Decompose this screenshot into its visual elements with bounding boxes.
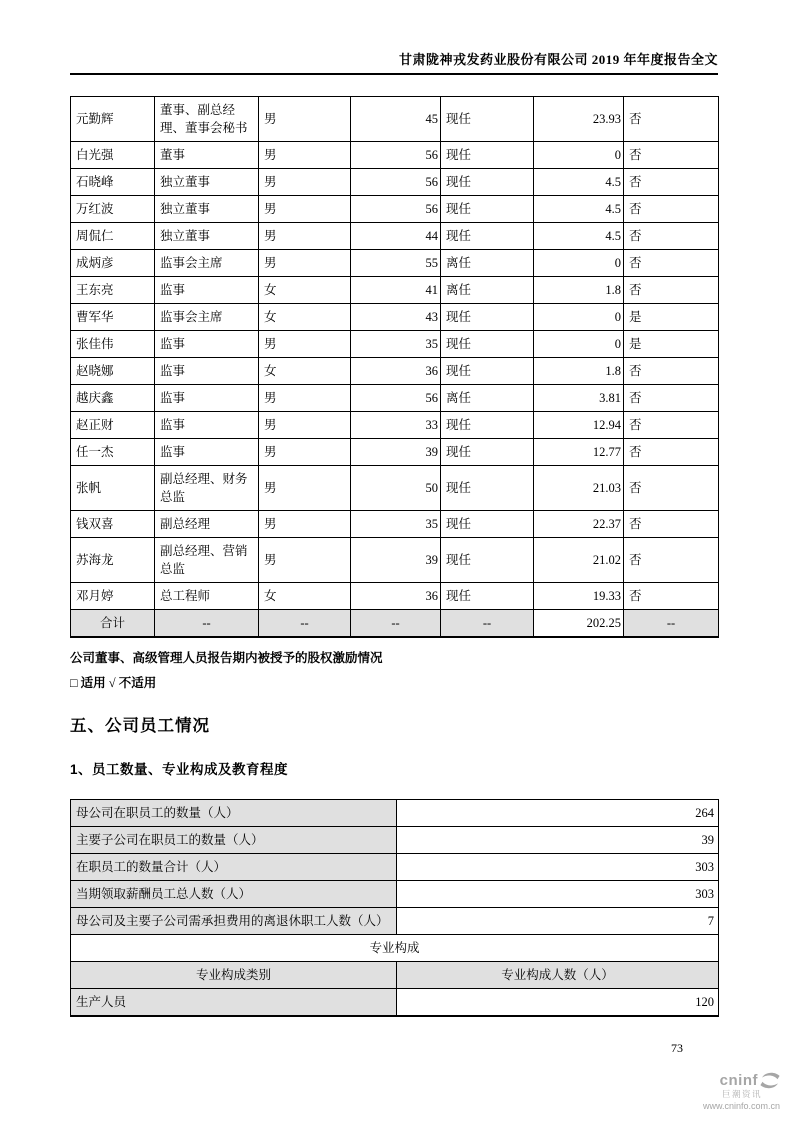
cell-gender: 男 <box>259 142 351 169</box>
row-label: 生产人员 <box>71 989 397 1017</box>
table-row <box>71 169 719 196</box>
cell-age: 45 <box>351 97 441 142</box>
cell-gender: 女 <box>259 358 351 385</box>
employee-count-table <box>70 799 719 1017</box>
cell-remuneration: 3.81 <box>534 385 624 412</box>
cell-position: 监事 <box>155 412 259 439</box>
cell-status: 现任 <box>441 439 534 466</box>
cninfo-swirl-icon <box>760 1072 780 1089</box>
row-value: 303 <box>397 854 719 881</box>
cell-remuneration: 21.02 <box>534 538 624 583</box>
cninfo-url: www.cninfo.com.cn <box>702 1101 780 1111</box>
cell-status: 离任 <box>441 250 534 277</box>
cell-name: 赵正财 <box>71 412 155 439</box>
total-age: -- <box>351 610 441 638</box>
section-heading: 五、公司员工情况 <box>70 717 210 735</box>
cell-incentive-flag: 否 <box>624 439 719 466</box>
cell-name: 石晓峰 <box>71 169 155 196</box>
cell-remuneration: 0 <box>534 250 624 277</box>
cell-age: 56 <box>351 385 441 412</box>
row-value: 264 <box>397 800 719 827</box>
cell-position: 监事 <box>155 439 259 466</box>
table-row <box>71 331 719 358</box>
cell-incentive-flag: 否 <box>624 97 719 142</box>
total-row <box>71 610 719 638</box>
cell-incentive-flag: 否 <box>624 511 719 538</box>
cell-gender: 男 <box>259 511 351 538</box>
cell-incentive-flag: 否 <box>624 412 719 439</box>
table-row <box>71 854 719 881</box>
cell-remuneration: 0 <box>534 331 624 358</box>
cell-gender: 男 <box>259 439 351 466</box>
composition-header-row <box>71 962 719 989</box>
cell-incentive-flag: 否 <box>624 250 719 277</box>
cell-age: 35 <box>351 511 441 538</box>
total-position: -- <box>155 610 259 638</box>
cell-name: 钱双喜 <box>71 511 155 538</box>
cell-name: 任一杰 <box>71 439 155 466</box>
cell-incentive-flag: 否 <box>624 385 719 412</box>
cell-gender: 女 <box>259 583 351 610</box>
cell-incentive-flag: 是 <box>624 304 719 331</box>
cell-incentive-flag: 否 <box>624 196 719 223</box>
cell-position: 监事会主席 <box>155 250 259 277</box>
row-label: 在职员工的数量合计（人） <box>71 854 397 881</box>
cell-remuneration: 0 <box>534 142 624 169</box>
cell-remuneration: 21.03 <box>534 466 624 511</box>
composition-column-category: 专业构成类别 <box>71 962 397 989</box>
cell-gender: 男 <box>259 412 351 439</box>
cell-incentive-flag: 否 <box>624 466 719 511</box>
table-row <box>71 800 719 827</box>
cell-remuneration: 1.8 <box>534 277 624 304</box>
cell-age: 36 <box>351 583 441 610</box>
table-row <box>71 989 719 1017</box>
cell-position: 监事 <box>155 358 259 385</box>
cell-name: 白光强 <box>71 142 155 169</box>
cell-name: 张帆 <box>71 466 155 511</box>
cell-name: 张佳伟 <box>71 331 155 358</box>
cell-name: 万红波 <box>71 196 155 223</box>
cell-remuneration: 1.8 <box>534 358 624 385</box>
cell-gender: 男 <box>259 196 351 223</box>
table-row <box>71 358 719 385</box>
cninfo-logo <box>670 1072 780 1111</box>
cell-name: 越庆鑫 <box>71 385 155 412</box>
equity-incentive-note: 公司董事、高级管理人员报告期内被授予的股权激励情况 <box>70 651 383 665</box>
cell-gender: 男 <box>259 466 351 511</box>
total-status: -- <box>441 610 534 638</box>
table-row <box>71 385 719 412</box>
cell-incentive-flag: 否 <box>624 223 719 250</box>
cell-name: 苏海龙 <box>71 538 155 583</box>
row-label: 主要子公司在职员工的数量（人） <box>71 827 397 854</box>
cell-position: 董事、副总经理、董事会秘书 <box>155 97 259 142</box>
cell-age: 44 <box>351 223 441 250</box>
cell-age: 35 <box>351 331 441 358</box>
cell-gender: 男 <box>259 538 351 583</box>
cell-remuneration: 12.77 <box>534 439 624 466</box>
cell-age: 50 <box>351 466 441 511</box>
cell-gender: 女 <box>259 304 351 331</box>
row-label: 母公司及主要子公司需承担费用的离退休职工人数（人） <box>71 908 397 935</box>
table-row <box>71 583 719 610</box>
cell-status: 现任 <box>441 196 534 223</box>
cell-name: 曹军华 <box>71 304 155 331</box>
cell-incentive-flag: 否 <box>624 169 719 196</box>
composition-title-row <box>71 935 719 962</box>
cell-status: 现任 <box>441 538 534 583</box>
cell-age: 39 <box>351 538 441 583</box>
table-row <box>71 277 719 304</box>
cell-incentive-flag: 否 <box>624 358 719 385</box>
composition-title: 专业构成 <box>71 935 719 962</box>
cell-status: 现任 <box>441 511 534 538</box>
cell-status: 现任 <box>441 412 534 439</box>
table-row <box>71 908 719 935</box>
cell-age: 56 <box>351 196 441 223</box>
cell-position: 独立董事 <box>155 169 259 196</box>
cninfo-subtitle: 巨潮资讯 <box>721 1089 762 1099</box>
cell-name: 王东亮 <box>71 277 155 304</box>
table-row <box>71 196 719 223</box>
row-label: 当期领取薪酬员工总人数（人） <box>71 881 397 908</box>
cell-gender: 男 <box>259 223 351 250</box>
cell-remuneration: 4.5 <box>534 223 624 250</box>
table-row <box>71 827 719 854</box>
row-label: 母公司在职员工的数量（人） <box>71 800 397 827</box>
cell-gender: 男 <box>259 331 351 358</box>
cell-gender: 男 <box>259 97 351 142</box>
cell-incentive-flag: 否 <box>624 142 719 169</box>
table-row <box>71 881 719 908</box>
cell-age: 39 <box>351 439 441 466</box>
row-value: 7 <box>397 908 719 935</box>
table-row <box>71 304 719 331</box>
cell-remuneration: 23.93 <box>534 97 624 142</box>
cell-position: 监事 <box>155 385 259 412</box>
cell-age: 43 <box>351 304 441 331</box>
cell-incentive-flag: 否 <box>624 538 719 583</box>
total-remuneration: 202.25 <box>534 610 624 638</box>
cell-status: 现任 <box>441 97 534 142</box>
cell-status: 离任 <box>441 385 534 412</box>
cell-status: 现任 <box>441 169 534 196</box>
cell-name: 邓月婷 <box>71 583 155 610</box>
table-row <box>71 142 719 169</box>
cell-age: 56 <box>351 169 441 196</box>
cell-name: 赵晓娜 <box>71 358 155 385</box>
cell-name: 元勤辉 <box>71 97 155 142</box>
cell-status: 现任 <box>441 358 534 385</box>
cell-gender: 男 <box>259 385 351 412</box>
cell-gender: 男 <box>259 169 351 196</box>
cell-incentive-flag: 否 <box>624 583 719 610</box>
table-row <box>71 439 719 466</box>
cell-gender: 男 <box>259 250 351 277</box>
cell-remuneration: 19.33 <box>534 583 624 610</box>
cell-status: 现任 <box>441 142 534 169</box>
table-row <box>71 538 719 583</box>
cell-position: 独立董事 <box>155 223 259 250</box>
management-compensation-table <box>70 96 719 638</box>
cell-position: 副总经理 <box>155 511 259 538</box>
table-row <box>71 412 719 439</box>
table-row <box>71 250 719 277</box>
cell-status: 现任 <box>441 223 534 250</box>
cell-gender: 女 <box>259 277 351 304</box>
applicability-note: □ 适用 √ 不适用 <box>70 676 157 690</box>
cell-age: 33 <box>351 412 441 439</box>
cell-remuneration: 12.94 <box>534 412 624 439</box>
report-header-title: 甘肃陇神戎发药业股份有限公司 2019 年年度报告全文 <box>398 52 718 67</box>
table-row <box>71 466 719 511</box>
subsection-heading: 1、员工数量、专业构成及教育程度 <box>70 762 289 777</box>
cell-position: 董事 <box>155 142 259 169</box>
table-row <box>71 97 719 142</box>
cell-position: 副总经理、财务总监 <box>155 466 259 511</box>
cell-position: 监事 <box>155 277 259 304</box>
cell-name: 周侃仁 <box>71 223 155 250</box>
table-row <box>71 511 719 538</box>
header-rule <box>70 73 718 75</box>
cell-status: 现任 <box>441 304 534 331</box>
cell-name: 成炳彦 <box>71 250 155 277</box>
cell-remuneration: 4.5 <box>534 196 624 223</box>
cell-remuneration: 22.37 <box>534 511 624 538</box>
cell-position: 监事会主席 <box>155 304 259 331</box>
cninfo-brand-text: cninf <box>719 1072 758 1089</box>
cell-incentive-flag: 是 <box>624 331 719 358</box>
cell-status: 现任 <box>441 583 534 610</box>
cell-incentive-flag: 否 <box>624 277 719 304</box>
cell-remuneration: 4.5 <box>534 169 624 196</box>
cell-position: 独立董事 <box>155 196 259 223</box>
cell-remuneration: 0 <box>534 304 624 331</box>
cell-status: 离任 <box>441 277 534 304</box>
table-row <box>71 223 719 250</box>
page-number: 73 <box>671 1041 683 1055</box>
composition-column-count: 专业构成人数（人） <box>397 962 719 989</box>
cell-age: 56 <box>351 142 441 169</box>
cell-age: 55 <box>351 250 441 277</box>
total-incentive-flag: -- <box>624 610 719 638</box>
cell-position: 总工程师 <box>155 583 259 610</box>
row-value: 39 <box>397 827 719 854</box>
cell-position: 监事 <box>155 331 259 358</box>
cell-status: 现任 <box>441 331 534 358</box>
total-label: 合计 <box>71 610 155 638</box>
cell-status: 现任 <box>441 466 534 511</box>
cninfo-logo-top <box>670 1072 780 1089</box>
row-value: 303 <box>397 881 719 908</box>
cell-age: 36 <box>351 358 441 385</box>
row-value: 120 <box>397 989 719 1017</box>
cell-age: 41 <box>351 277 441 304</box>
total-gender: -- <box>259 610 351 638</box>
cell-position: 副总经理、营销总监 <box>155 538 259 583</box>
